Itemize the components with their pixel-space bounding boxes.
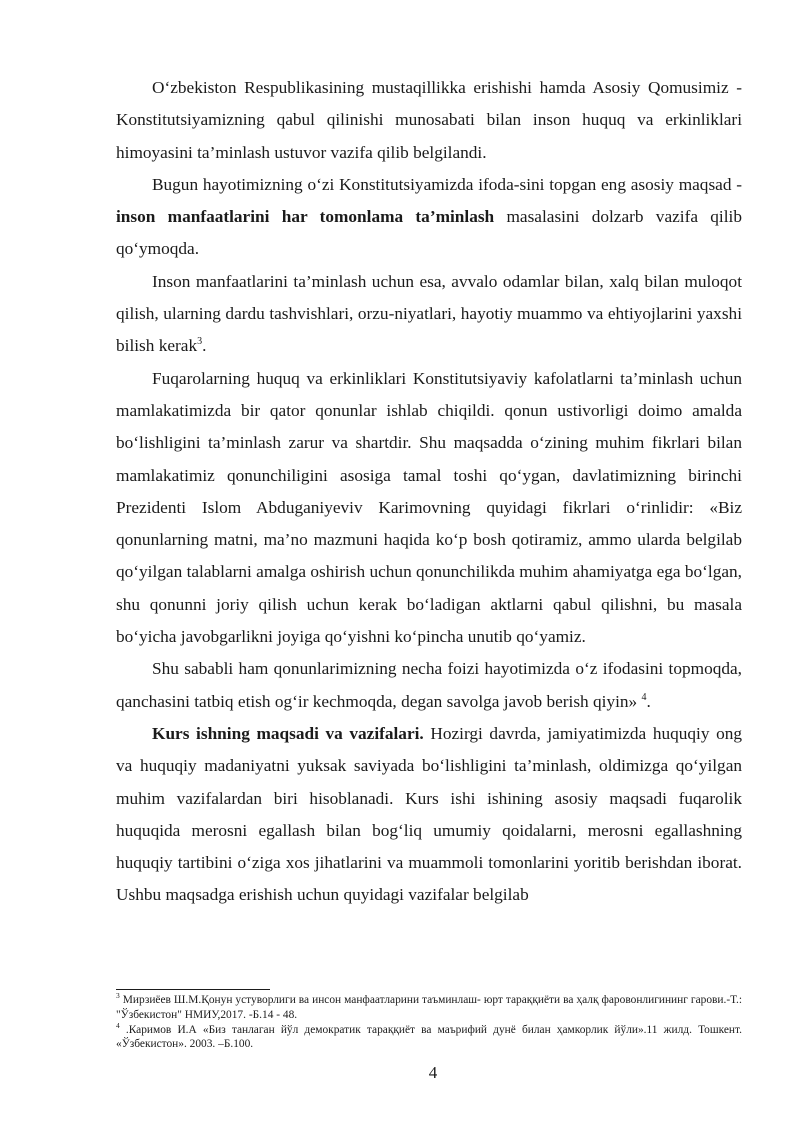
page-number: 4 <box>428 1063 438 1082</box>
footnotes <box>116 993 742 1052</box>
section-heading: Kurs ishning maqsadi va vazifalari. <box>152 723 424 743</box>
footnote-mark: 4 <box>116 1020 120 1030</box>
emphasis-text: inson manfaatlarini har tomonlama ta’minlash <box>116 207 495 227</box>
paragraph-3: Inson manfaatlarini ta’minlash uchun esa, avvalo odamlar bilan, xalq bilan muloqot qilish, ularning dardu tashvishlari, orzu-niyatlari, hayotiy muammo va ehtiyojlarini yaxshi bilish kerak$^3$. <box>116 271 742 356</box>
footnote-3: $^3$ Мирзиёев Ш.М.Қонун устуворлиги ва инсон манфаатларини таъминлаш- юрт тараққиёти ва ҳалқ фаровонлигининг гарови.-Т.: "Ўзбекистон" НМИУ,2017. -Б.14 - 48. <box>116 991 742 1021</box>
paragraph-5: Shu sababli ham qonunlarimizning necha foizi hayotimizda o‘z ifodasini topmoqda, qanchasini tatbiq etish og‘ir kechmoqda, degan savolga javob berish qiyin» $^4$. <box>116 659 742 711</box>
body-text <box>116 72 742 912</box>
footnote-ref-3[interactable]: 3 <box>197 336 203 348</box>
paragraph-2: Bugun hayotimizning o‘zi Konstitutsiyamizda ifoda-sini topgan eng asosiy maqsad - inson manfaatlarini har tomonlama ta’minlash masalasini dolzarb vazifa qilib qo‘ymoqda. <box>116 174 742 259</box>
footnote-separator <box>116 989 270 990</box>
footnote-ref-4[interactable]: 4 <box>641 691 647 703</box>
footnote-mark: 3 <box>116 991 120 1001</box>
footnote-4: $^4$ .Каримов И.А «Биз танлаган йўл демократик тараққиёт ва маърифий дунё билан ҳамкорлик йўли».11 жилд. Тошкент. «Ўзбекистон». 2003. –Б.100. <box>116 1020 742 1051</box>
paragraph-1: O‘zbekiston Respublikasining mustaqillikka erishishi hamda Asosiy Qomusimiz - Konstitutsiyamizning qabul qilinishi munosabati bilan inson huquq va erkinliklari himoyasini ta’minlash ustuvor vazifa qilib belgilandi. <box>116 78 742 162</box>
paragraph-4: Fuqarolarning huquq va erkinliklari Konstitutsiyaviy kafolatlarni ta’minlash uchun mamlakatimizda bir qator qonunlar ishlab chiqildi. qonun ustivorligi doimo amalda bo‘lishligini ta’minlash zarur va shartdir. Shu maqsadda o‘zining muhim fikrlari bilan mamlakatimiz qonunchiligini asosiga tamal toshi qo‘ygan, davlatimizning birinchi Prezidenti Islom Abduganiyeviv Karimovning quyidagi fikrlari o‘rinlidir: «Biz qonunlarning matni, ma’no mazmuni haqida ko‘p bosh qotiramiz, ammo ularda belgilab qo‘yilgan talablarni amalga oshirish uchun qonunchilikda muhim ahamiyatga ega bo‘lgan, shu qonunni joriy qilish uchun kerak bo‘ladigan aktlarni qabul qilishni, bu masala bo‘yicha javobgarlikni joyiga qo‘yishni ko‘pincha unutib qo‘yamiz. <box>116 368 742 647</box>
paragraph-6: Kurs ishning maqsadi va vazifalari. Hozirgi davrda, jamiyatimizda huquqiy ong va huquqiy madaniyatni yuksak saviyada bo‘lishligini ta’minlash, oldimizga qo‘yilgan muhim vazifalardan biri hisoblanadi. Kurs ishi ishining asosiy maqsadi fuqarolik huquqida merosni egallash bilan bog‘liq umumiy qoidalarni, merosni egallashning huquqiy tartibini o‘ziga xos jihatlarini va muammoli tomonlarini yoritib berishdan iborat. Ushbu maqsadga erishish uchun quyidagi vazifalar belgilab <box>116 723 742 905</box>
